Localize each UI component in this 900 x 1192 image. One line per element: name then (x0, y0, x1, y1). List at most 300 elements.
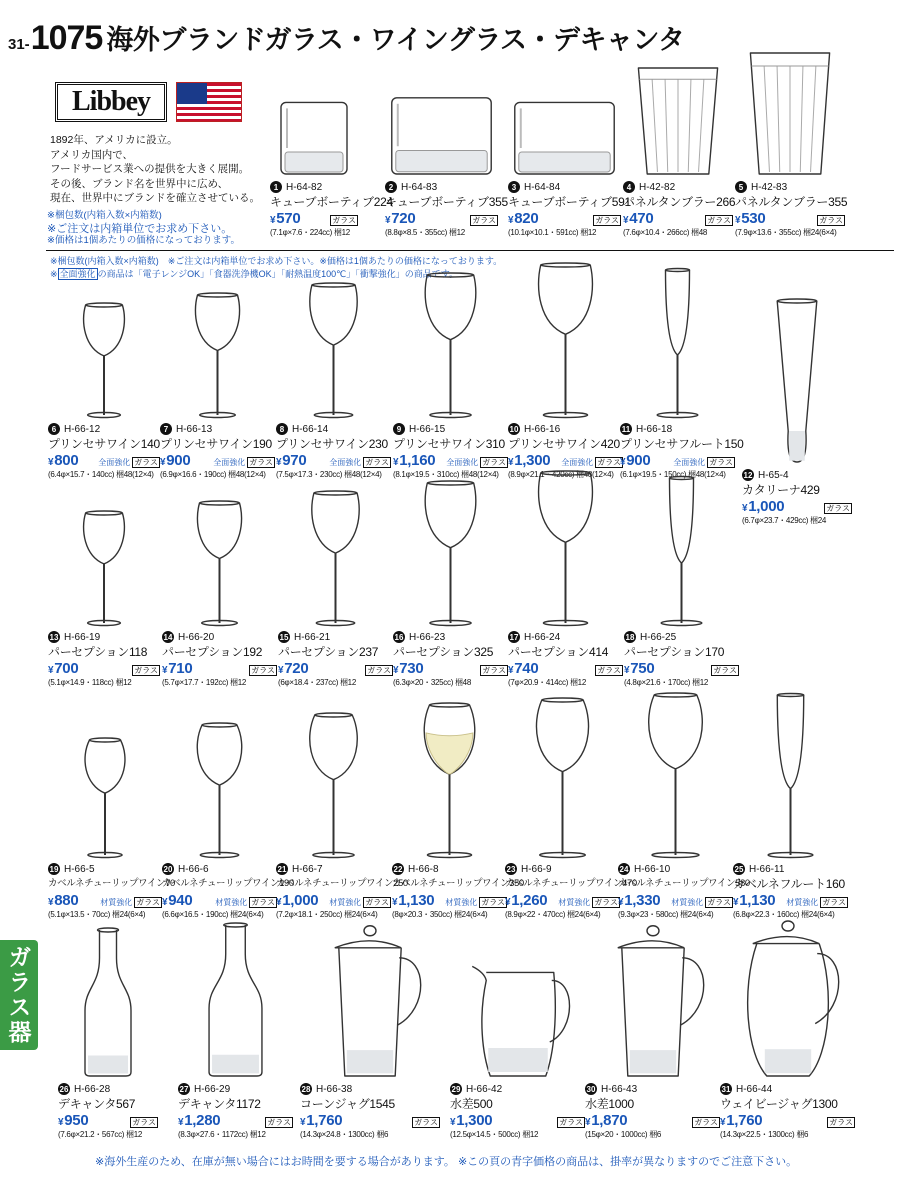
strength-tag: 材質強化 (329, 898, 362, 907)
product-code: H-66-19 (64, 631, 101, 643)
product-tags (132, 665, 160, 676)
product-tags (412, 1117, 440, 1128)
product-tags (480, 665, 508, 676)
product-tags (786, 897, 848, 908)
product-code: H-66-20 (178, 631, 215, 643)
product-image (623, 66, 733, 176)
product-number: 21 (277, 864, 287, 874)
product-number: 19 (49, 864, 59, 874)
product-item (300, 923, 440, 1192)
product-image (162, 501, 277, 626)
material-tag: ガラス (332, 216, 356, 225)
product-item (585, 923, 720, 1192)
product-id-line (742, 468, 852, 482)
product-image (742, 299, 852, 464)
product-code: H-64-84 (524, 181, 561, 193)
product-code: H-66-44 (736, 1083, 773, 1095)
material-tag: ガラス (594, 898, 618, 907)
price-line (735, 210, 845, 227)
price-line (178, 1112, 293, 1129)
product-code: H-42-83 (751, 181, 788, 193)
product-image (624, 476, 739, 626)
product-number: 25 (734, 864, 744, 874)
product-image (620, 268, 735, 418)
product-id-line (508, 180, 621, 194)
product-price: ¥750 (624, 660, 655, 677)
product-code: H-66-6 (178, 863, 209, 875)
product-name: パーセプション237 (278, 645, 379, 659)
product-name: カベルネチューリップワイン350 (392, 878, 524, 889)
material-tag: ガラス (482, 458, 506, 467)
category-side-tab: ガラス器 (0, 940, 38, 1050)
material-tag: ガラス (134, 666, 158, 675)
material-tag: ガラス (707, 216, 731, 225)
product-id-line (278, 630, 393, 644)
product-id-line (393, 630, 508, 644)
product-number: 12 (743, 470, 753, 480)
product-id-line (162, 630, 277, 644)
product-tags (100, 897, 162, 908)
product-number: 9 (393, 423, 405, 435)
product-item (623, 66, 736, 292)
material-tag: ガラス (472, 216, 496, 225)
product-id-line (48, 630, 160, 644)
libbey-logo: Libbey (55, 82, 167, 122)
product-number: 22 (393, 864, 403, 874)
product-name: デキャンタ567 (58, 1097, 136, 1111)
product-number: 10 (509, 424, 519, 434)
product-image (160, 293, 275, 418)
product-code: H-65-4 (758, 469, 789, 481)
product-dimensions: (6.6φ×16.5・190cc) 梱24(6×4) (162, 910, 264, 919)
product-tags (692, 1117, 720, 1128)
product-code: H-66-15 (409, 423, 446, 435)
product-id-line (720, 1082, 855, 1096)
product-dimensions: (6.7φ×23.7・429cc) 梱24 (742, 516, 827, 525)
product-image (393, 481, 508, 626)
product-item (508, 471, 623, 730)
product-number: 28 (301, 1084, 311, 1094)
strength-tag: 材質強化 (558, 898, 591, 907)
product-image (270, 96, 358, 176)
product-number: 17 (509, 632, 519, 642)
price-line (720, 1112, 855, 1129)
product-id-line (276, 862, 391, 876)
product-tags (98, 457, 160, 468)
product-number: 6 (48, 423, 60, 435)
product-image (276, 283, 391, 418)
product-number: 31 (721, 1084, 731, 1094)
product-dimensions: (15φ×20・1000cc) 梱6 (585, 1130, 662, 1139)
product-code: H-66-25 (640, 631, 677, 643)
product-tags (557, 1117, 585, 1128)
product-image (393, 273, 508, 418)
band-note-line: ※ 全面強化 の商品は「電子レンジOK」「食器洗浄機OK」「耐熱温度100℃」「衝撃強化」の商品です。 (50, 269, 459, 279)
material-tag: ガラス (482, 666, 506, 675)
material-tag: ガラス (251, 898, 275, 907)
product-name: パネルタンブラー355 (735, 195, 848, 209)
product-number: 23 (506, 864, 516, 874)
product-price: ¥820 (508, 210, 539, 227)
brand-description-line: 現在、世界中にブランドを確立させている。 (50, 192, 260, 204)
product-number: 14 (163, 632, 173, 642)
product-item (162, 501, 277, 730)
price-line (618, 892, 733, 909)
product-image (508, 471, 623, 626)
product-tags (827, 1117, 855, 1128)
product-name: プリンセサワイン140 (48, 437, 160, 451)
product-image (48, 511, 160, 626)
price-line (742, 498, 852, 515)
note-price-unit: ※価格は1個あたりの価格になっております。 (47, 235, 240, 246)
brand-description-line: 1892年、アメリカに設立。 (50, 134, 178, 146)
product-image (505, 698, 620, 858)
product-code: H-66-23 (409, 631, 446, 643)
product-code: H-66-24 (524, 631, 561, 643)
product-number: 13 (49, 632, 59, 642)
product-dimensions: (6.4φ×15.7・140cc) 梱48(12×4) (48, 470, 154, 479)
product-id-line (735, 180, 845, 194)
product-name: カベルネチューリップワイン190 (162, 878, 294, 889)
strength-tag: 全面強化 (213, 458, 246, 467)
product-code: H-66-38 (316, 1083, 353, 1095)
product-tags (213, 457, 275, 468)
product-item (624, 476, 739, 730)
product-image (585, 923, 720, 1078)
product-dimensions: (10.1φ×10.1・591cc) 梱12 (508, 228, 597, 237)
product-id-line (618, 862, 733, 876)
product-number: 7 (160, 423, 172, 435)
product-name: カベルネフルート160 (733, 877, 845, 891)
product-dimensions: (7.6φ×10.4・266cc) 梱48 (623, 228, 708, 237)
price-line (624, 660, 739, 677)
product-number: 26 (59, 1084, 69, 1094)
product-tags (817, 215, 845, 226)
product-price: ¥700 (48, 660, 79, 677)
product-name: プリンセサワイン230 (276, 437, 388, 451)
product-price: ¥1,160 (393, 452, 436, 469)
product-dimensions: (6.9φ×16.6・190cc) 梱48(12×4) (160, 470, 266, 479)
product-price: ¥470 (623, 210, 654, 227)
product-code: H-66-11 (749, 863, 785, 875)
product-name: プリンセサワイン190 (160, 437, 272, 451)
product-item (178, 923, 293, 1192)
band-note-line: ※梱包数(内箱入数×内箱数) ※ご注文は内箱単位でお求め下さい。※価格は1個あたりの価格になっております。 (50, 256, 503, 266)
product-dimensions: (8.8φ×8.5・355cc) 梱12 (385, 228, 465, 237)
product-code: H-66-5 (64, 863, 95, 875)
usa-flag-icon (176, 82, 242, 122)
product-name: パーセプション170 (624, 645, 725, 659)
product-dimensions: (8.3φ×27.6・1172cc) 梱12 (178, 1130, 266, 1139)
product-id-line (508, 422, 623, 436)
product-image (450, 958, 585, 1078)
product-price: ¥710 (162, 660, 193, 677)
strength-tag: 材質強化 (100, 898, 133, 907)
product-code: H-66-42 (466, 1083, 503, 1095)
material-tag: ガラス (597, 458, 621, 467)
product-number: 16 (394, 632, 404, 642)
material-tag: ガラス (829, 1118, 853, 1127)
product-code: H-42-82 (639, 181, 676, 193)
price-line (733, 892, 848, 909)
brand-description-line: その後、ブランド名を世界中に広め、 (50, 177, 229, 190)
product-name: キューブボーティブ224 (270, 195, 393, 209)
material-tag: ガラス (595, 216, 619, 225)
product-code: H-66-18 (636, 423, 673, 435)
material-tag: ガラス (249, 458, 273, 467)
product-name: パーセプション325 (393, 645, 494, 659)
material-tag: ガラス (559, 1118, 583, 1127)
product-code: H-66-28 (74, 1083, 111, 1095)
material-tag: ガラス (367, 666, 391, 675)
price-line (162, 660, 277, 677)
product-dimensions: (5.7φ×17.7・192cc) 梱12 (162, 678, 247, 687)
product-dimensions: (14.3φ×24.8・1300cc) 梱6 (300, 1130, 389, 1139)
product-name: パネルタンブラー266 (623, 195, 736, 209)
product-name: パーセプション414 (508, 645, 609, 659)
product-tags (824, 503, 852, 514)
product-image (178, 923, 293, 1078)
product-image (720, 918, 855, 1078)
product-number: 18 (625, 632, 635, 642)
material-tag: ガラス (713, 666, 737, 675)
price-line (48, 660, 160, 677)
product-name: カベルネチューリップワイン70 (48, 878, 175, 889)
price-line (48, 892, 162, 909)
product-name: コーンジャグ1545 (300, 1097, 395, 1111)
material-tag: ガラス (136, 898, 160, 907)
product-image (276, 713, 391, 858)
product-image (735, 51, 845, 176)
product-item (48, 303, 160, 534)
product-number: 3 (508, 181, 520, 193)
product-code: H-66-14 (292, 423, 329, 435)
product-dimensions: (14.3φ×22.5・1300cc) 梱6 (720, 1130, 809, 1139)
product-name: パーセプション118 (48, 645, 148, 659)
product-id-line (160, 422, 275, 436)
strength-tag: 材質強化 (671, 898, 704, 907)
product-price: ¥800 (48, 452, 79, 469)
product-tags (671, 897, 733, 908)
product-tags (711, 665, 739, 676)
price-line (450, 1112, 585, 1129)
product-image (508, 96, 621, 176)
product-image (392, 703, 507, 858)
product-tags (445, 897, 507, 908)
product-item (720, 918, 855, 1192)
product-name: キューブボーティブ355 (385, 195, 508, 209)
material-tag: ガラス (597, 666, 621, 675)
price-line (300, 1112, 440, 1129)
product-image (618, 693, 733, 858)
material-tag: ガラス (694, 1118, 718, 1127)
product-price: ¥530 (735, 210, 766, 227)
product-code: H-66-9 (521, 863, 552, 875)
strength-tag: 全面強化 (329, 458, 362, 467)
product-id-line (276, 422, 391, 436)
material-tag: ガラス (132, 1118, 156, 1127)
product-item (385, 91, 508, 292)
product-dimensions: (7.1φ×7.6・224cc) 梱12 (270, 228, 350, 237)
product-code: H-66-10 (634, 863, 671, 875)
price-line (162, 892, 277, 909)
footer-note: ※海外生産のため、在庫が無い場合にはお時間を要する場合があります。 ※この頁の青字価格の商品は、掛率が異なりますのでご注意下さい。 (95, 1156, 798, 1168)
product-number: 20 (163, 864, 173, 874)
product-price: ¥1,760 (300, 1112, 343, 1129)
product-tags (365, 665, 393, 676)
product-dimensions: (8φ×20.3・350cc) 梱24(6×4) (392, 910, 488, 919)
product-id-line (623, 180, 733, 194)
product-tags (595, 665, 623, 676)
product-id-line (48, 422, 160, 436)
material-tag: ガラス (826, 504, 850, 513)
product-id-line (270, 180, 358, 194)
strength-tag: 全面強化 (446, 458, 479, 467)
strength-tag: 材質強化 (445, 898, 478, 907)
product-dimensions: (5.1φ×13.5・70cc) 梱24(6×4) (48, 910, 146, 919)
product-price: ¥720 (278, 660, 309, 677)
product-image (300, 923, 440, 1078)
product-id-line (620, 422, 735, 436)
product-name: カベルネチューリップワイン250 (276, 878, 408, 889)
material-tag: ガラス (819, 216, 843, 225)
product-code: H-66-12 (64, 423, 101, 435)
strength-tag: 全面強化 (673, 458, 706, 467)
product-image (48, 738, 162, 858)
product-price: ¥570 (270, 210, 301, 227)
page-prefix: 31- (8, 36, 30, 53)
brand-notes (47, 210, 272, 248)
product-id-line (300, 1082, 440, 1096)
material-tag: ガラス (251, 666, 275, 675)
product-image (508, 263, 623, 418)
product-name: ウェイビージャグ1300 (720, 1097, 838, 1111)
product-price: ¥1,330 (618, 892, 661, 909)
product-code: H-66-16 (524, 423, 561, 435)
product-dimensions: (7φ×20.9・414cc) 梱12 (508, 678, 586, 687)
material-tag: ガラス (709, 458, 733, 467)
product-tags (330, 215, 358, 226)
product-name: カベルネチューリップワイン580 (618, 878, 750, 889)
product-id-line (624, 630, 739, 644)
price-line (508, 452, 623, 469)
product-price: ¥880 (48, 892, 79, 909)
product-name: 水差1000 (585, 1097, 634, 1111)
product-tags (470, 215, 498, 226)
product-price: ¥1,280 (178, 1112, 221, 1129)
product-id-line (385, 180, 498, 194)
product-code: H-66-43 (601, 1083, 638, 1095)
product-id-line (48, 862, 162, 876)
price-line (385, 210, 498, 227)
product-code: H-66-21 (294, 631, 331, 643)
product-number: 11 (621, 424, 631, 434)
product-tags (329, 897, 391, 908)
product-code: H-66-8 (408, 863, 439, 875)
product-id-line (508, 630, 623, 644)
product-tags (329, 457, 391, 468)
product-number: 2 (385, 181, 397, 193)
product-code: H-64-82 (286, 181, 323, 193)
material-tag: ガラス (267, 1118, 291, 1127)
product-price: ¥950 (58, 1112, 89, 1129)
price-line (392, 892, 507, 909)
product-dimensions: (5.1φ×14.9・118cc) 梱12 (48, 678, 132, 687)
product-price: ¥900 (160, 452, 191, 469)
product-dimensions: (9.3φ×23・580cc) 梱24(6×4) (618, 910, 714, 919)
product-id-line (162, 862, 277, 876)
price-line (276, 452, 391, 469)
product-dimensions: (8.1φ×19.5・310cc) 梱48(12×4) (393, 470, 499, 479)
price-line (270, 210, 358, 227)
product-number: 24 (619, 864, 629, 874)
product-tags (558, 897, 620, 908)
product-item (160, 293, 275, 534)
product-image (58, 928, 158, 1078)
product-item (278, 491, 393, 730)
product-dimensions: (6.3φ×20・325cc) 梱48 (393, 678, 471, 687)
product-tags (673, 457, 735, 468)
material-tag: ガラス (822, 898, 846, 907)
material-tag: ガラス (481, 898, 505, 907)
product-name: カベルネチューリップワイン470 (505, 878, 637, 889)
price-line (160, 452, 275, 469)
product-price: ¥1,130 (392, 892, 435, 909)
product-price: ¥720 (385, 210, 416, 227)
product-dimensions: (7.9φ×13.6・355cc) 梱24(6×4) (735, 228, 837, 237)
product-price: ¥730 (393, 660, 424, 677)
product-name: キューブボーティブ591 (508, 195, 631, 209)
price-line (276, 892, 391, 909)
product-dimensions: (4.8φ×21.6・170cc) 梱12 (624, 678, 709, 687)
price-line (508, 210, 621, 227)
product-tags (130, 1117, 158, 1128)
brand-description-line: フードサービス業への提供を大きく展開。 (50, 163, 250, 175)
strength-tag: 全面強化 (561, 458, 594, 467)
product-id-line (58, 1082, 158, 1096)
product-price: ¥1,130 (733, 892, 776, 909)
price-line (620, 452, 735, 469)
material-tag: ガラス (414, 1118, 438, 1127)
product-name: プリンセサワイン420 (508, 437, 620, 451)
tempered-badge: 全面強化 (59, 269, 96, 279)
product-price: ¥970 (276, 452, 307, 469)
product-dimensions: (6.1φ×19.5・150cc) 梱48(12×4) (620, 470, 726, 479)
note-packing: ※梱包数(内箱入数×内箱数) (47, 210, 162, 221)
product-image (48, 303, 160, 418)
material-tag: ガラス (707, 898, 731, 907)
brand-description (50, 133, 270, 206)
product-item (742, 299, 852, 580)
product-number: 4 (623, 181, 635, 193)
product-tags (561, 457, 623, 468)
brand-description-line: アメリカ国内で、 (50, 148, 134, 161)
product-price: ¥940 (162, 892, 193, 909)
product-number: 15 (279, 632, 289, 642)
product-number: 29 (451, 1084, 461, 1094)
product-code: H-66-13 (176, 423, 213, 435)
product-price: ¥1,260 (505, 892, 548, 909)
product-number: 1 (270, 181, 282, 193)
price-line (393, 452, 508, 469)
price-line (58, 1112, 158, 1129)
product-price: ¥900 (620, 452, 651, 469)
product-image (278, 491, 393, 626)
product-tags (249, 665, 277, 676)
product-name: パーセプション192 (162, 645, 263, 659)
product-tags (705, 215, 733, 226)
product-name: カタリーナ429 (742, 483, 820, 497)
